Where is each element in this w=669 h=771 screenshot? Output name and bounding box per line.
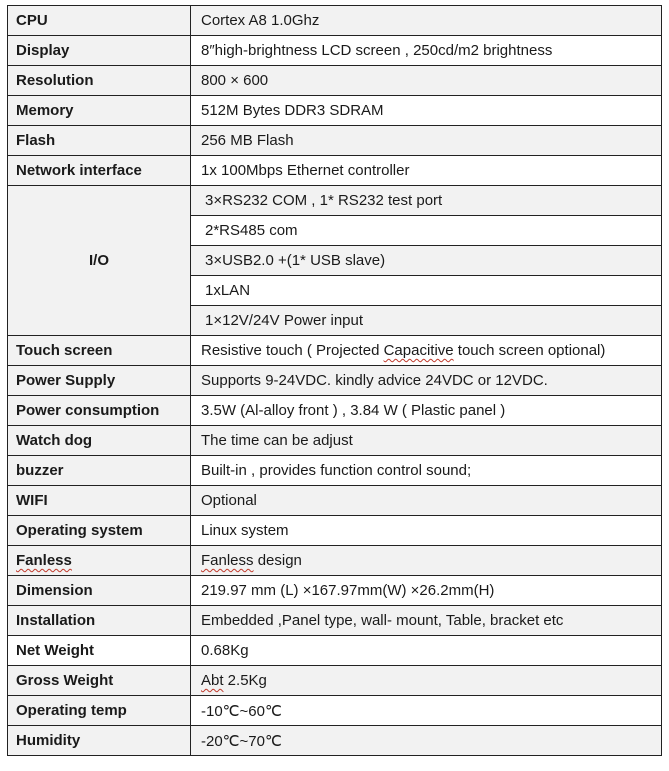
row-value: 219.97 mm (L) ×167.97mm(W) ×26.2mm(H) (191, 576, 662, 606)
io-item: 1×12V/24V Power input (191, 306, 662, 336)
row-value: 1x 100Mbps Ethernet controller (191, 156, 662, 186)
row-label: CPU (8, 6, 191, 36)
row-value: Linux system (191, 516, 662, 546)
table-row (8, 96, 662, 126)
row-label: buzzer (8, 456, 191, 486)
row-value-part: Resistive touch ( Projected (201, 342, 384, 359)
row-label: Dimension (8, 576, 191, 606)
table-row (8, 396, 662, 426)
table-row (8, 36, 662, 66)
spec-table (7, 5, 662, 756)
row-value-part: touch screen optional) (453, 342, 606, 359)
row-value: Cortex A8 1.0Ghz (191, 6, 662, 36)
table-row (8, 726, 662, 756)
table-row (8, 456, 662, 486)
table-row (8, 366, 662, 396)
row-label: Operating temp (8, 696, 191, 726)
row-label: Watch dog (8, 426, 191, 456)
row-value: 3.5W (Al-alloy front ) , 3.84 W ( Plastic panel ) (191, 396, 662, 426)
row-value: Abt 2.5Kg (191, 666, 662, 696)
table-row (8, 156, 662, 186)
row-label: Installation (8, 606, 191, 636)
table-row (8, 126, 662, 156)
io-item: 1xLAN (191, 276, 662, 306)
row-value: 256 MB Flash (191, 126, 662, 156)
table-row (8, 66, 662, 96)
table-row (8, 6, 662, 36)
table-row (8, 576, 662, 606)
row-label: Gross Weight (8, 666, 191, 696)
row-label: Power consumption (8, 396, 191, 426)
row-value: 800 × 600 (191, 66, 662, 96)
row-label: Touch screen (8, 336, 191, 366)
row-label: Flash (8, 126, 191, 156)
row-label: Power Supply (8, 366, 191, 396)
row-value: -10℃~60℃ (191, 696, 662, 726)
row-label (8, 546, 191, 576)
row-label: Net Weight (8, 636, 191, 666)
spellcheck-word: Fanless (201, 552, 254, 569)
row-value: Supports 9-24VDC. kindly advice 24VDC or 12VDC. (191, 366, 662, 396)
row-value: Embedded ,Panel type, wall- mount, Table, bracket etc (191, 606, 662, 636)
row-label: Humidity (8, 726, 191, 756)
row-label: Memory (8, 96, 191, 126)
table-row (8, 516, 662, 546)
table-row (8, 336, 662, 366)
row-value: The time can be adjust (191, 426, 662, 456)
io-label: I/O (8, 186, 191, 336)
table-row (8, 636, 662, 666)
row-value: Optional (191, 486, 662, 516)
spellcheck-word: Abt (201, 672, 224, 689)
row-value (191, 336, 662, 366)
table-row (8, 606, 662, 636)
table-row (8, 546, 662, 576)
io-item: 3×RS232 COM , 1* RS232 test port (191, 186, 662, 216)
row-value: 8″high-brightness LCD screen , 250cd/m2 brightness (191, 36, 662, 66)
row-value: Built-in , provides function control sound; (191, 456, 662, 486)
table-row (8, 426, 662, 456)
row-label: Resolution (8, 66, 191, 96)
row-value: 512M Bytes DDR3 SDRAM (191, 96, 662, 126)
row-label: Operating system (8, 516, 191, 546)
row-label: Display (8, 36, 191, 66)
table-row (8, 666, 662, 696)
table-row-io (8, 186, 662, 216)
row-value: Fanless design (191, 546, 662, 576)
table-row (8, 696, 662, 726)
table-row (8, 486, 662, 516)
io-item: 2*RS485 com (191, 216, 662, 246)
spellcheck-word: Fanless (16, 552, 72, 569)
row-value: 0.68Kg (191, 636, 662, 666)
spellcheck-word: Capacitive (383, 342, 454, 359)
row-label: Network interface (8, 156, 191, 186)
row-value: -20℃~70℃ (191, 726, 662, 756)
io-item: 3×USB2.0 +(1* USB slave) (191, 246, 662, 276)
row-label: WIFI (8, 486, 191, 516)
